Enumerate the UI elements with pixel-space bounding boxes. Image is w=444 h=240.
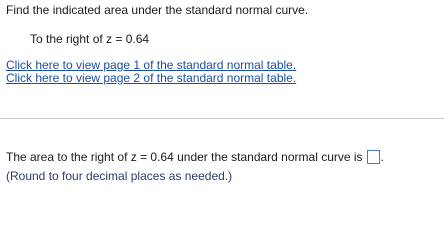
answer-period: . [380,150,384,164]
answer-line [6,148,384,166]
rounding-note: (Round to four decimal places as needed.) [6,169,233,183]
standard-normal-table-page-2-link[interactable]: Click here to view page 2 of the standard normal table. [6,71,297,85]
question-subprompt: To the right of z = 0.64 [30,32,150,46]
answer-input[interactable] [367,150,380,164]
question-prompt: Find the indicated area under the standard normal curve. [6,3,309,17]
section-divider [0,118,444,119]
standard-normal-table-page-1-link[interactable]: Click here to view page 1 of the standard normal table. [6,58,297,72]
answer-sentence: The area to the right of z = 0.64 under the standard normal curve is [6,150,363,164]
